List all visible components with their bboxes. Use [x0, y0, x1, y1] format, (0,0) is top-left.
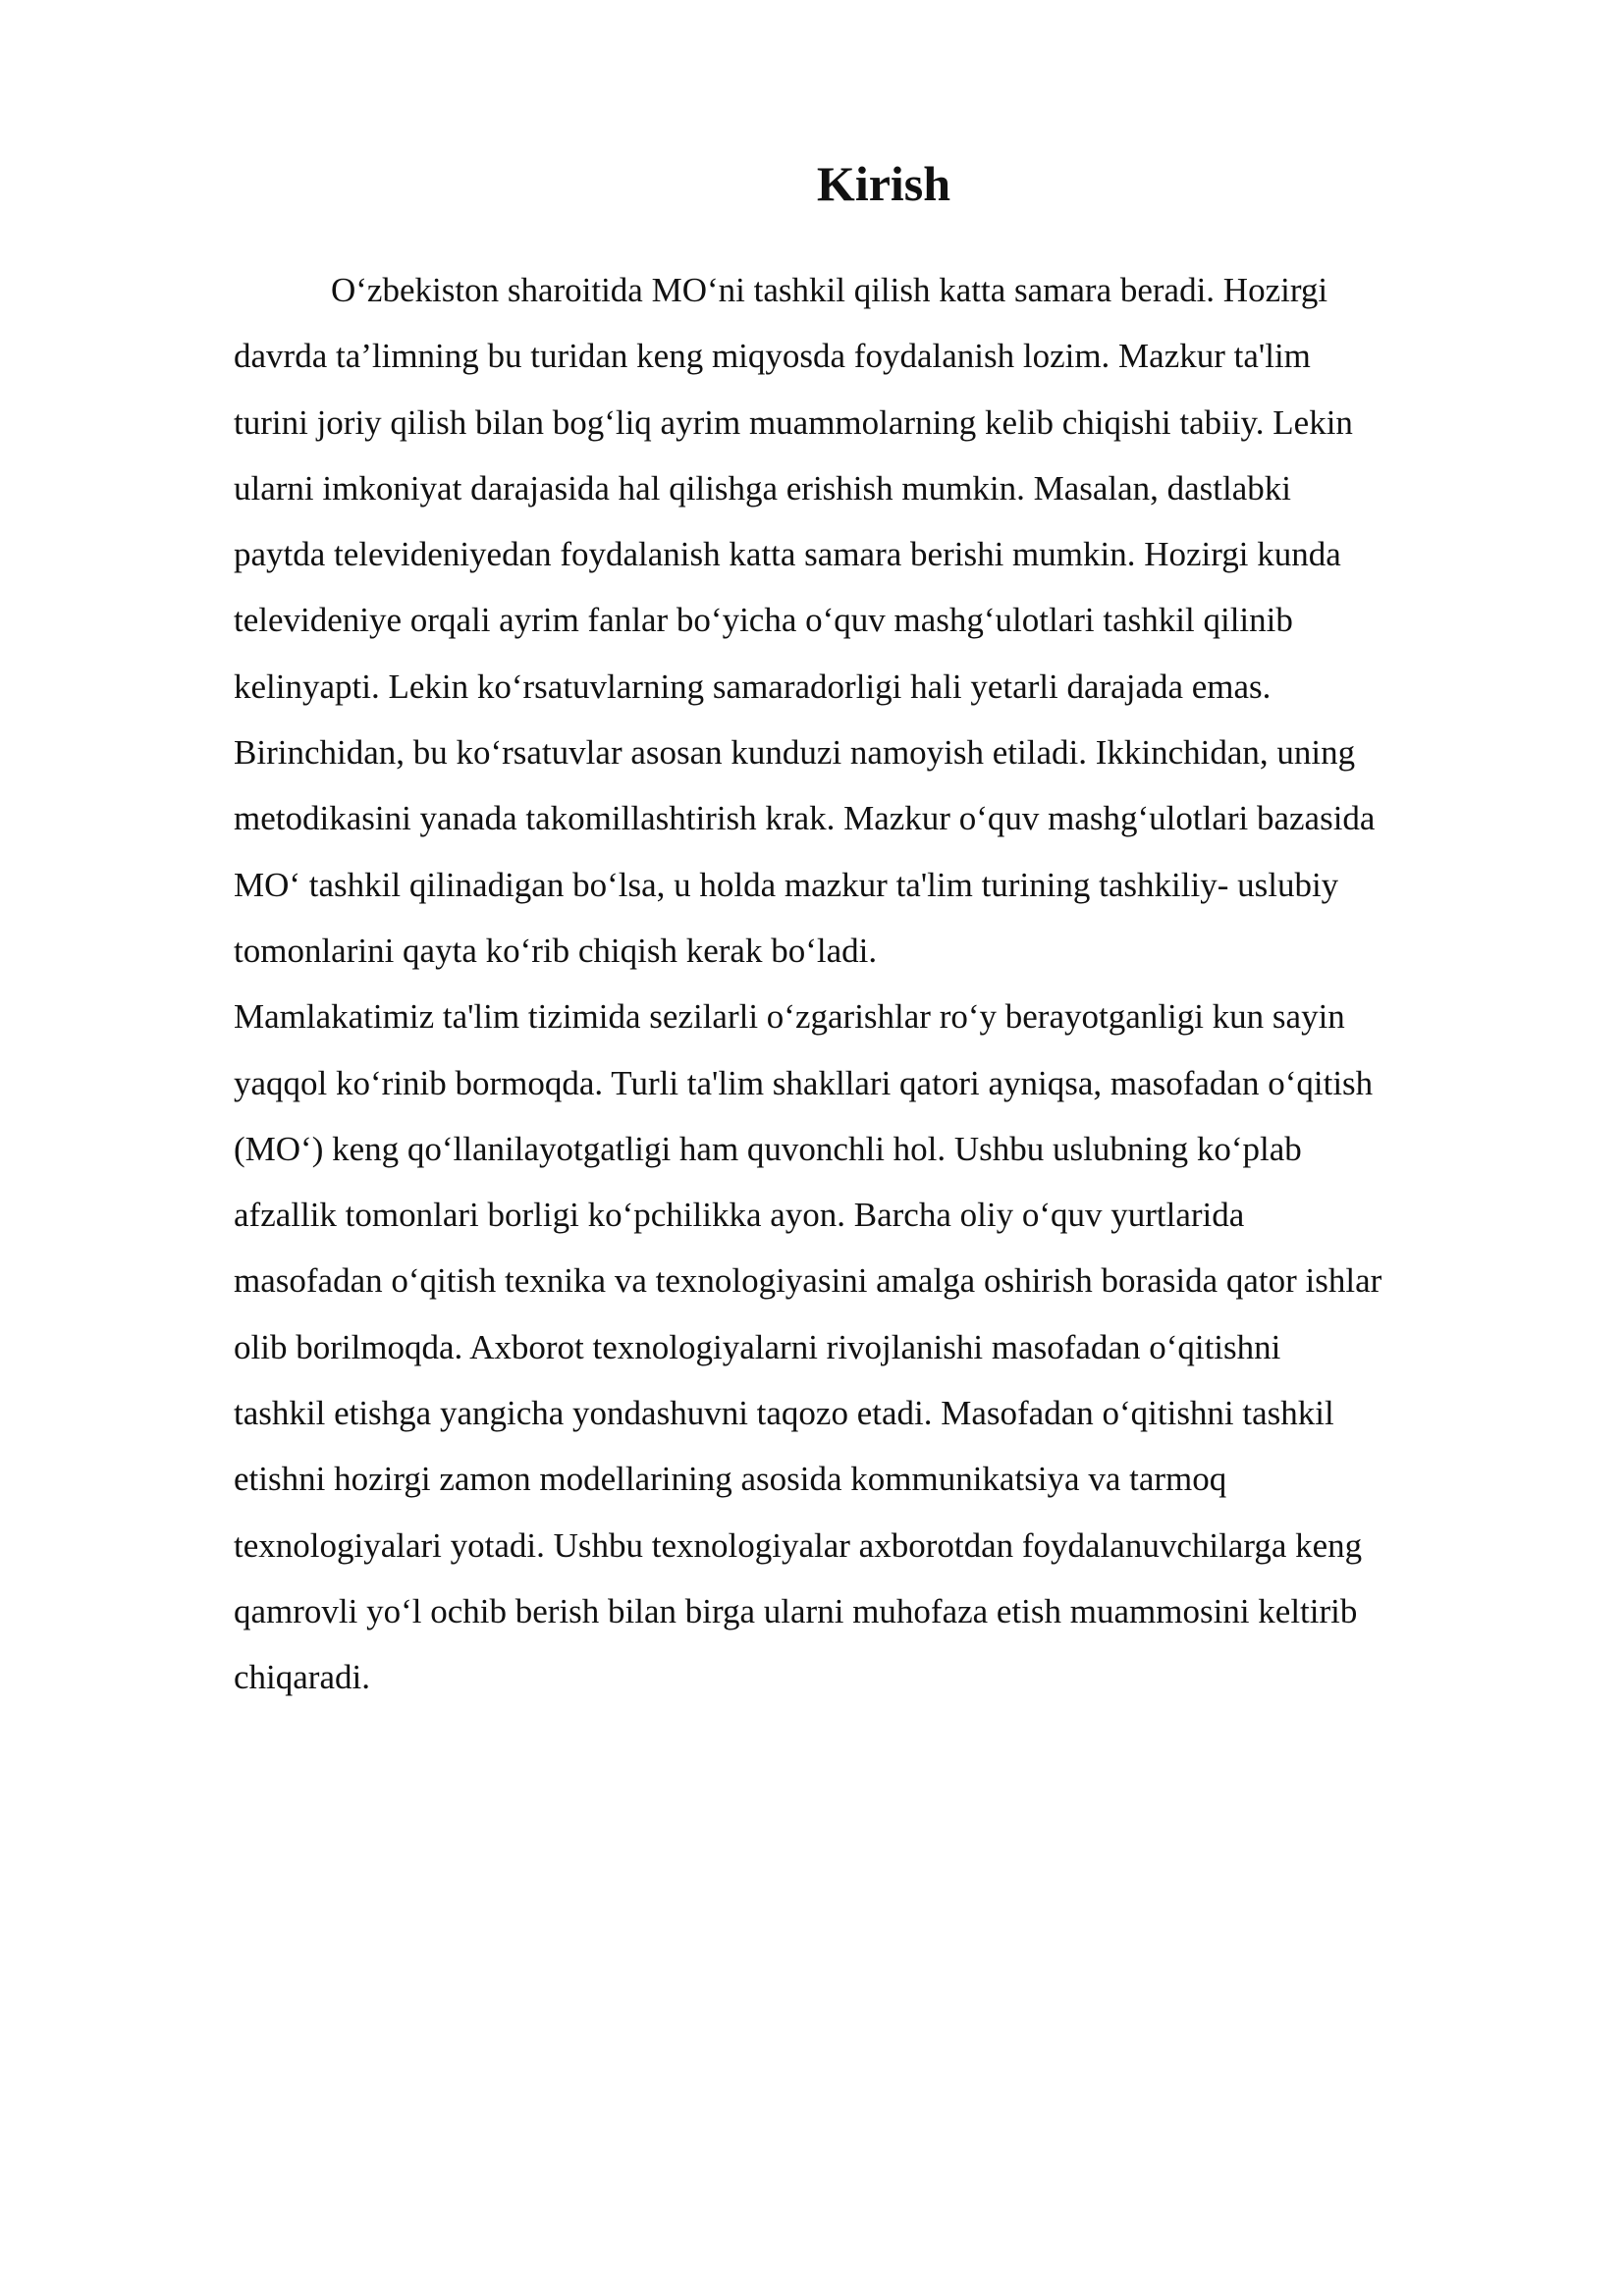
paragraph-line: texnologiyalari yotadi. Ushbu texnologiyalar axborotdan foydalanuvchilarga keng	[234, 1525, 1363, 1565]
paragraph-line: etishni hozirgi zamon modellarining asosida kommunikatsiya va tarmoq	[234, 1460, 1227, 1499]
paragraph-line: chiqaradi.	[234, 1658, 370, 1697]
paragraph-line: paytda televideniyedan foydalanish katta samara berishi mumkin. Hozirgi kunda	[234, 535, 1341, 574]
paragraph-line: davrda ta’limning bu turidan keng miqyosda foydalanish lozim. Mazkur ta'lim	[234, 337, 1311, 376]
paragraph-line: Birinchidan, bu ko‘rsatuvlar asosan kunduzi namoyish etiladi. Ikkinchidan, uning	[234, 733, 1356, 773]
paragraph-line: turini joriy qilish bilan bog‘liq ayrim muammolarning kelib chiqishi tabiiy. Lekin	[234, 402, 1353, 442]
paragraph-line: MO‘ tashkil qilinadigan bo‘lsa, u holda mazkur ta'lim turining tashkiliy- uslubiy	[234, 865, 1339, 904]
body-paragraph	[234, 257, 1516, 1711]
paragraph-line: olib borilmoqda. Axborot texnologiyalarni rivojlanishi masofadan o‘qitishni	[234, 1327, 1281, 1366]
paragraph-line: yaqqol ko‘rinib bormoqda. Turli ta'lim shakllari qatori ayniqsa, masofadan o‘qitish	[234, 1063, 1374, 1102]
paragraph-line: (MO‘) keng qo‘llanilayotgatligi ham quvonchli hol. Ushbu uslubning ko‘plab	[234, 1129, 1302, 1168]
paragraph-line: televideniye orqali ayrim fanlar bo‘yicha o‘quv mashg‘ulotlari tashkil qilinib	[234, 601, 1293, 640]
paragraph-line: afzallik tomonlari borligi ko‘pchilikka ayon. Barcha oliy o‘quv yurtlarida	[234, 1196, 1245, 1235]
paragraph-line: ularni imkoniyat darajasida hal qilishga erishish mumkin. Masalan, dastlabki	[234, 468, 1292, 507]
paragraph-line: masofadan o‘qitish texnika va texnologiyasini amalga oshirish borasida qator ishlar	[234, 1261, 1382, 1301]
paragraph-line: Mamlakatimiz ta'lim tizimida sezilarli o‘zgarishlar ro‘y berayotganligi kun sayin	[234, 997, 1345, 1037]
paragraph-line: O‘zbekiston sharoitida MO‘ni tashkil qilish katta samara beradi. Hozirgi	[331, 271, 1328, 309]
paragraph-line: metodikasini yanada takomillashtirish krak. Mazkur o‘quv mashg‘ulotlari bazasida	[234, 799, 1376, 838]
paragraph-line: qamrovli yo‘l ochib berish bilan birga ularni muhofaza etish muammosini keltirib	[234, 1591, 1358, 1630]
paragraph-line: tomonlarini qayta ko‘rib chiqish kerak bo‘ladi.	[234, 931, 878, 970]
paragraph-line: kelinyapti. Lekin ko‘rsatuvlarning samaradorligi hali yetarli darajada emas.	[234, 667, 1272, 706]
page-title: Kirish	[816, 156, 951, 211]
paragraph-line: tashkil etishga yangicha yondashuvni taqozo etadi. Masofadan o‘qitishni tashkil	[234, 1394, 1334, 1433]
